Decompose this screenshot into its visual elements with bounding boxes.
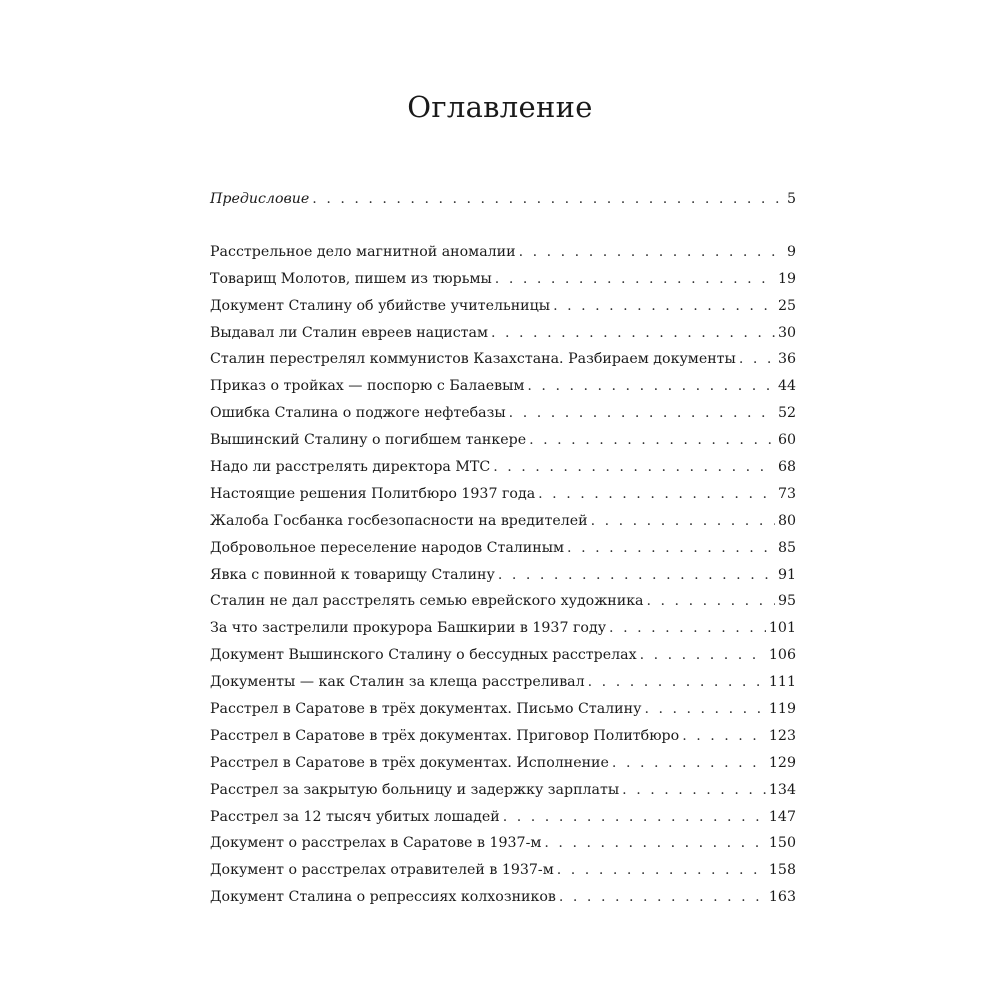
- toc-entry-title: Сталин не дал расстрелять семью еврейского художника: [210, 593, 644, 610]
- toc-entry-page: 123: [768, 727, 796, 744]
- dot-leader: [557, 857, 766, 884]
- toc-entry-title: Добровольное переселение народов Сталиным: [210, 539, 565, 556]
- toc-entry: [210, 481, 796, 508]
- toc-entry: [210, 239, 796, 266]
- toc-entry-title: Документ Сталину об убийстве учительницы: [210, 297, 551, 314]
- toc-entry: [210, 266, 796, 293]
- toc-entry: [210, 777, 796, 804]
- toc-entry-title: Документы — как Сталин за клеща расстреливал: [210, 674, 585, 691]
- toc-entry-title: Расстрел в Саратове в трёх документах. Исполнение: [210, 754, 609, 771]
- toc-entry: [210, 320, 796, 347]
- dot-leader: [519, 239, 784, 266]
- dot-leader: [498, 562, 775, 589]
- toc-entry-page: 134: [768, 781, 796, 798]
- dot-leader: [591, 508, 775, 535]
- dot-leader: [739, 346, 775, 373]
- toc-entry-page: 80: [777, 512, 796, 529]
- toc-entry-page: 44: [777, 378, 796, 395]
- dot-leader: [544, 830, 766, 857]
- toc-entry-page: 111: [768, 674, 796, 691]
- toc-entry-title: Документ Вышинского Сталину о бессудных расстрелах: [210, 647, 637, 664]
- toc-entry: [210, 373, 796, 400]
- toc-entry: [210, 830, 796, 857]
- toc-entry: [210, 562, 796, 589]
- toc-entry: [210, 615, 796, 642]
- dot-leader: [622, 777, 766, 804]
- dot-leader: [647, 588, 775, 615]
- dot-leader: [495, 266, 775, 293]
- dot-leader: [509, 400, 775, 427]
- toc-entry: [210, 669, 796, 696]
- toc-entry: [210, 884, 796, 911]
- toc-entry-page: 147: [768, 808, 796, 825]
- toc-entry-title: Жалоба Госбанка госбезопасности на вредителей: [210, 512, 588, 529]
- toc-entry-page: 95: [777, 593, 796, 610]
- toc-entry-title: Расстрельное дело магнитной аномалии: [210, 243, 516, 260]
- toc-entry: [210, 696, 796, 723]
- dot-leader: [527, 373, 775, 400]
- toc-entry: [210, 535, 796, 562]
- toc-entry-page: 106: [768, 647, 796, 664]
- toc-entry-page: 91: [777, 566, 796, 583]
- dot-leader: [612, 750, 766, 777]
- toc-entry-page: 19: [777, 270, 796, 287]
- toc-entry: [210, 293, 796, 320]
- toc-entry-title: За что застрелили прокурора Башкирии в 1937 году: [210, 620, 607, 637]
- dot-leader: [491, 320, 775, 347]
- toc-entry-page: 52: [777, 405, 796, 422]
- toc-entry-title: Настоящие решения Политбюро 1937 года: [210, 485, 536, 502]
- dot-leader: [644, 696, 765, 723]
- toc-entry-title: Расстрел в Саратове в трёх документах. Письмо Сталину: [210, 701, 642, 718]
- toc-entry: [210, 400, 796, 427]
- toc-entry-page: 101: [768, 620, 796, 637]
- toc-entry-page: 68: [777, 459, 796, 476]
- toc-entry: [210, 750, 796, 777]
- toc-entry: [210, 346, 796, 373]
- page-title: Оглавление: [407, 90, 593, 124]
- dot-leader: [609, 615, 766, 642]
- toc-entry-page: 25: [777, 297, 796, 314]
- dot-leader: [588, 669, 766, 696]
- dot-leader: [553, 293, 775, 320]
- toc-entry-page: 150: [768, 835, 796, 852]
- toc-entry: [210, 508, 796, 535]
- dot-leader: [640, 642, 766, 669]
- toc-entry-title: Надо ли расстрелять директора МТС: [210, 459, 491, 476]
- toc-entry-title: Документ Сталина о репрессиях колхозников: [210, 889, 556, 906]
- toc-entry: [210, 588, 796, 615]
- toc-entry-page: 73: [777, 485, 796, 502]
- toc-entry-page: 30: [777, 324, 796, 341]
- toc-entry-title: Ошибка Сталина о поджоге нефтебазы: [210, 405, 506, 422]
- toc-entry-page: 158: [768, 862, 796, 879]
- dot-leader: [503, 804, 766, 831]
- toc-entry-title: Расстрел в Саратове в трёх документах. Приговор Политбюро: [210, 727, 680, 744]
- toc-entry-title: Явка с повинной к товарищу Сталину: [210, 566, 495, 583]
- dot-leader: [682, 723, 766, 750]
- toc-entry-page: 5: [786, 191, 796, 207]
- toc-entry-page: 85: [777, 539, 796, 556]
- toc-entry: [210, 642, 796, 669]
- dot-leader: [559, 884, 766, 911]
- toc-entry-page: 60: [777, 432, 796, 449]
- dot-leader: [529, 427, 775, 454]
- toc-entry-title: Сталин перестрелял коммунистов Казахстана. Разбираем документы: [210, 351, 736, 368]
- toc-entry: [210, 804, 796, 831]
- toc-entry-page: 9: [786, 243, 796, 260]
- toc-entry-page: 119: [768, 701, 796, 718]
- toc-entry-page: 129: [768, 754, 796, 771]
- toc-entry-page: 36: [777, 351, 796, 368]
- toc-entry: [210, 723, 796, 750]
- toc-entry: [210, 454, 796, 481]
- table-of-contents: [210, 186, 796, 911]
- toc-entry-page: 163: [768, 889, 796, 906]
- toc-entry: [210, 427, 796, 454]
- toc-entry: [210, 186, 796, 213]
- toc-entry: [210, 857, 796, 884]
- toc-entry-title: Документ о расстрелах в Саратове в 1937-м: [210, 835, 542, 852]
- toc-entry-title: Предисловие: [210, 191, 310, 207]
- toc-entry-title: Расстрел за 12 тысяч убитых лошадей: [210, 808, 500, 825]
- dot-leader: [538, 481, 775, 508]
- dot-leader: [312, 186, 784, 213]
- toc-entry-title: Выдавал ли Сталин евреев нацистам: [210, 324, 488, 341]
- dot-leader: [493, 454, 775, 481]
- toc-entry-title: Товарищ Молотов, пишем из тюрьмы: [210, 270, 492, 287]
- toc-entry-title: Приказ о тройках — поспорю с Балаевым: [210, 378, 525, 395]
- toc-entry-title: Документ о расстрелах отравителей в 1937-м: [210, 862, 554, 879]
- toc-entry-title: Вышинский Сталину о погибшем танкере: [210, 432, 527, 449]
- toc-entry-title: Расстрел за закрытую больницу и задержку зарплаты: [210, 781, 620, 798]
- dot-leader: [567, 535, 775, 562]
